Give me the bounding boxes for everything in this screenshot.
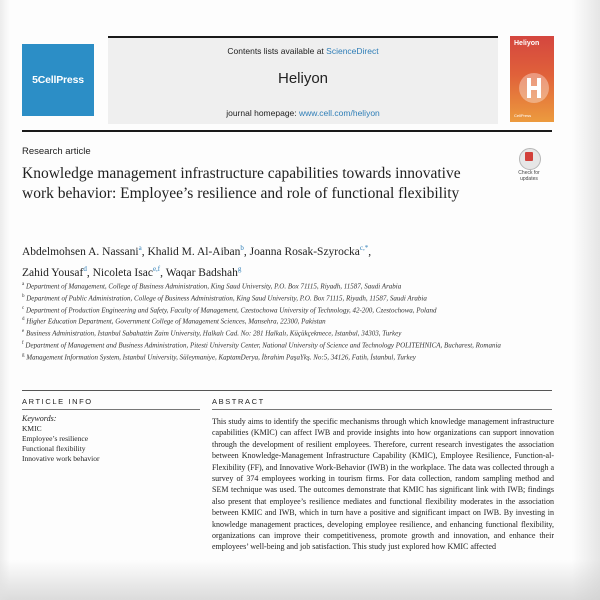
publisher-logo-text: 5CellPress [32,74,84,86]
author[interactable]: Khalid M. Al-Aiban$^b$ [147,244,244,258]
keyword[interactable]: Innovative work behavior [22,454,100,463]
contents-prefix: Contents lists available at [227,46,327,56]
keyword-list [22,424,99,464]
contents-line [108,46,498,56]
check-updates-label: Check for updates [518,170,540,182]
article-info-rule [22,409,200,410]
homepage-link[interactable]: www.cell.com/heliyon [299,108,380,118]
author-list: Abdelmohsen A. Nassani$^a$, Khalid M. Al-Aiban$^b$, Joanna Rosak-Szyrocka$^{c,*}$, Zahid Yousaf$^d$, Nicoleta Isac$^{e,f}$, Waqar Badshah$^g$ [22,244,372,279]
bookmark-icon [525,152,533,161]
affiliation: $^c$ Department of Production Engineering and Safety, Faculty of Management, Czestochowa University of Technology, 42-200, Czestochowa, Poland [22,305,437,314]
article-info-heading: ARTICLE INFO [22,397,93,406]
keywords-label: Keywords: [22,414,57,423]
keyword[interactable]: Functional flexibility [22,444,86,453]
author[interactable]: Waqar Badshah$^g$ [165,264,242,279]
keyword[interactable]: Employee’s resilience [22,434,89,443]
homepage-prefix: journal homepage: [226,108,299,118]
journal-banner [108,36,498,124]
affiliation: $^b$ Department of Public Administration, College of Business Administration, King Saud University, P.O. Box 71115, Riyadh, 11587, Saudi Arabia [22,293,427,303]
author[interactable]: Abdelmohsen A. Nassani$^a$ [22,244,142,258]
article-type: Research article [22,146,91,157]
header-rule [22,130,552,132]
affiliation: $^g$ Management Information System, Istanbul University, Süleymaniye, KaptamDerya, İbrahim PaşaYkş. No:5, 34126, Fatih, İstanbul, Turkey [22,352,416,362]
author[interactable]: Zahid Yousaf$^d$ [22,264,87,279]
sciencedirect-link[interactable]: ScienceDirect [326,46,379,56]
page-shadow-bottom [0,560,600,600]
homepage-line [108,108,498,118]
affiliation: $^e$ Business Administration, Istanbul Sabahattin Zaim University, Halkalı Cad. No: 281 Halkalı, Küçükçekmece, Istanbul, 34303, Turkey [22,329,402,338]
author[interactable]: Joanna Rosak-Szyrocka$^{c,*}$ [249,244,369,258]
affiliation-list [22,280,552,363]
page-shadow-left [0,0,10,600]
paper-title: Knowledge management infrastructure capabilities towards innovative work behavior: Employee’s resilience and role of functional flexibility [22,165,461,202]
cover-footer: CellPress [514,113,532,118]
page-shadow-right [572,0,600,600]
affiliation: $^f$ Department of Management and Business Administration, Pitesti University Center, National University of Science and Technology POLITEHNICA, Bucharest, Romania [22,341,501,350]
abstract-text: This study aims to identify the specific mechanisms through which knowledge management infrastructure capabilities (KMIC) can affect IWB and provide insights into how organizations can support innovation through the development of resilient employees. Therefore, current research investigates the association between Knowledge-Management Infrastructure Capability (KMIC), Employee Resilience, Function-al-Flexibility (FF), and Innovative Work-Behavior (IWB) in the workplace. The data was collected through a survey of 374 employees working in tourism firms. For data collection, random sampling method and SEM technique was used. The outcomes demonstrate that KMIC has significant link with IWB; findings also present that employee’s resilience mediates and functional flexibility moderates in the association between KMIC and IWB, which in turn have a positive and significant impact on IWB. By investing in knowledge management practices, developing employee resilience, and enhancing functional flexibility, organizations can improve their competitiveness, promote growth and innovation, and enhance their employees’ well-being and job satisfaction. This study just explored how KMIC affected [212,417,554,552]
abstract-rule [212,409,552,410]
author[interactable]: Nicoleta Isac$^{e,f}$ [92,264,161,279]
cover-h-emblem-icon [510,36,554,122]
affiliation: $^a$ Department of Management, College of Business Administration, King Saud University, P.O. Box 71115, Riyadh, 11587, Saudi Arabia [22,282,402,291]
abstract-heading: ABSTRACT [212,397,265,406]
affiliation: $^d$ Higher Education Department, Government College of Management Sciences, Mansehra, 22300, Pakistan [22,317,326,326]
journal-cover[interactable] [510,36,554,122]
keyword[interactable]: KMIC [22,424,42,433]
publisher-logo[interactable] [22,44,94,116]
check-for-updates-badge[interactable] [512,148,546,186]
section-rule [22,390,552,391]
cover-title: Heliyon [514,40,540,47]
journal-title: Heliyon [277,70,329,87]
